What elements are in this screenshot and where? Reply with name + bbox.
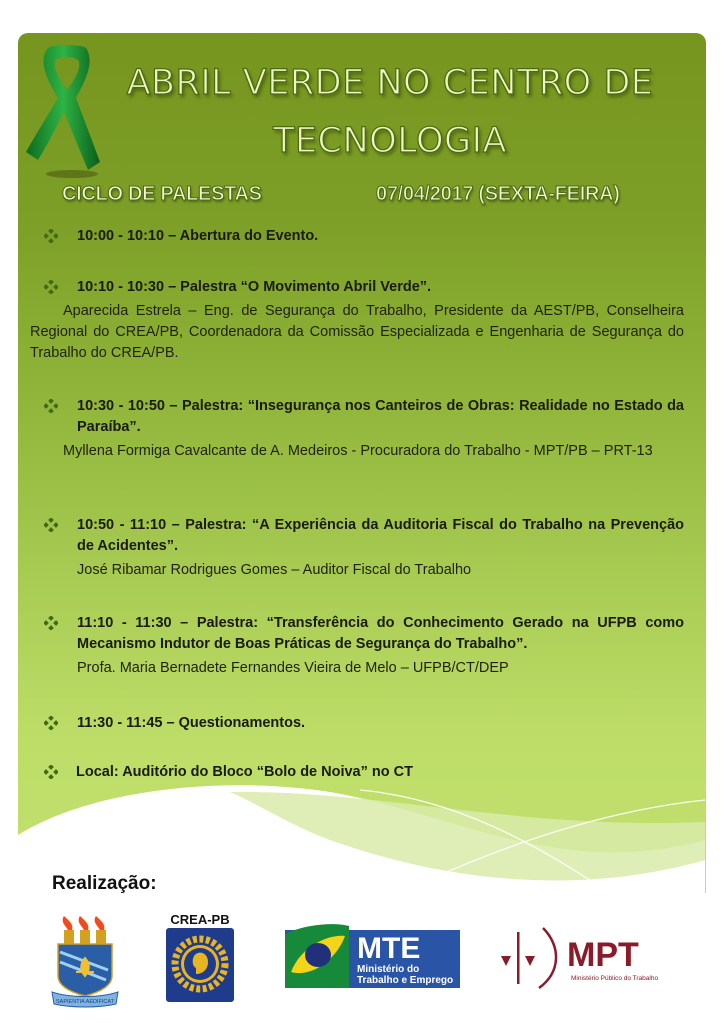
- series-label: CICLO DE PALESTAS: [62, 183, 262, 205]
- agenda-item: [44, 396, 684, 462]
- svg-text:Ministério do: Ministério do: [357, 964, 420, 975]
- agenda-item: [30, 277, 684, 364]
- agenda-item-title: 10:30 - 10:50 – Palestra: “Insegurança nos Canteiros de Obras: Realidade no Estado da Paraíba”.: [77, 398, 684, 435]
- event-date: 07/04/2017 (SEXTA-FEIRA): [376, 183, 620, 205]
- agenda-item-title: 10:10 - 10:30 – Palestra “O Movimento Abril Verde”.: [77, 279, 432, 295]
- diamond-bullet-icon: [44, 765, 58, 779]
- diamond-bullet-icon: [44, 518, 58, 532]
- diamond-bullet-icon: [44, 616, 58, 630]
- agenda-item: [44, 226, 684, 247]
- title-line-2: TECNOLOGIA: [273, 121, 507, 161]
- svg-text:SAPIENTIA AEDIFICAT: SAPIENTIA AEDIFICAT: [56, 999, 114, 1005]
- agenda-item-title: 10:00 - 10:10 – Abertura do Evento.: [77, 228, 319, 244]
- agenda-item: [44, 713, 684, 734]
- diamond-bullet-icon: [44, 280, 58, 294]
- mpt-logo: [495, 926, 675, 990]
- location-text: Local: Auditório do Bloco “Bolo de Noiva” no CT: [76, 764, 413, 780]
- title-line-1: ABRIL VERDE NO CENTRO DE: [126, 63, 654, 103]
- crea-pb-logo: [160, 912, 240, 1004]
- svg-text:Ministério Público do Trabalho: Ministério Público do Trabalho: [571, 975, 659, 982]
- svg-text:CREA-PB: CREA-PB: [170, 912, 230, 927]
- diamond-bullet-icon: [44, 229, 58, 243]
- agenda-item: [44, 515, 684, 581]
- agenda-item-speaker: Profa. Maria Bernadete Fernandes Vieira de Melo – UFPB/CT/DEP: [77, 660, 509, 676]
- green-awareness-ribbon-icon: [24, 42, 104, 182]
- poster-title: [110, 54, 670, 170]
- ufpb-logo: [50, 912, 120, 1008]
- mte-logo: [285, 922, 460, 988]
- diamond-bullet-icon: [44, 399, 58, 413]
- agenda-item-speaker: José Ribamar Rodrigues Gomes – Auditor Fiscal do Trabalho: [77, 562, 472, 578]
- svg-text:Trabalho e Emprego: Trabalho e Emprego: [357, 975, 454, 986]
- agenda-item-title: 11:30 - 11:45 – Questionamentos.: [77, 715, 306, 731]
- agenda-item-speaker: Myllena Formiga Cavalcante de A. Medeiros - Procuradora do Trabalho - MPT/PB – PRT-13: [63, 443, 653, 459]
- organizers-label: Realização:: [52, 873, 157, 894]
- svg-text:MTE: MTE: [357, 932, 421, 965]
- agenda-item-speaker: Aparecida Estrela – Eng. de Segurança do Trabalho, Presidente da AEST/PB, Conselheira Regional do CREA/PB, Coordenadora da Comissão Especializada e Engenharia de Segurança do Trabalho do CREA/PB.: [30, 303, 684, 361]
- agenda-item-location: [44, 762, 684, 783]
- svg-text:MPT: MPT: [567, 936, 639, 974]
- diamond-bullet-icon: [44, 716, 58, 730]
- agenda-item-title: 11:10 - 11:30 – Palestra: “Transferência do Conhecimento Gerado na UFPB como Mecanismo Indutor de Boas Práticas de Segurança do Trabalho”.: [77, 615, 684, 652]
- agenda-item: [44, 613, 684, 679]
- agenda-item-title: 10:50 - 11:10 – Palestra: “A Experiência da Auditoria Fiscal do Trabalho na Prevenção de Acidentes”.: [77, 517, 684, 554]
